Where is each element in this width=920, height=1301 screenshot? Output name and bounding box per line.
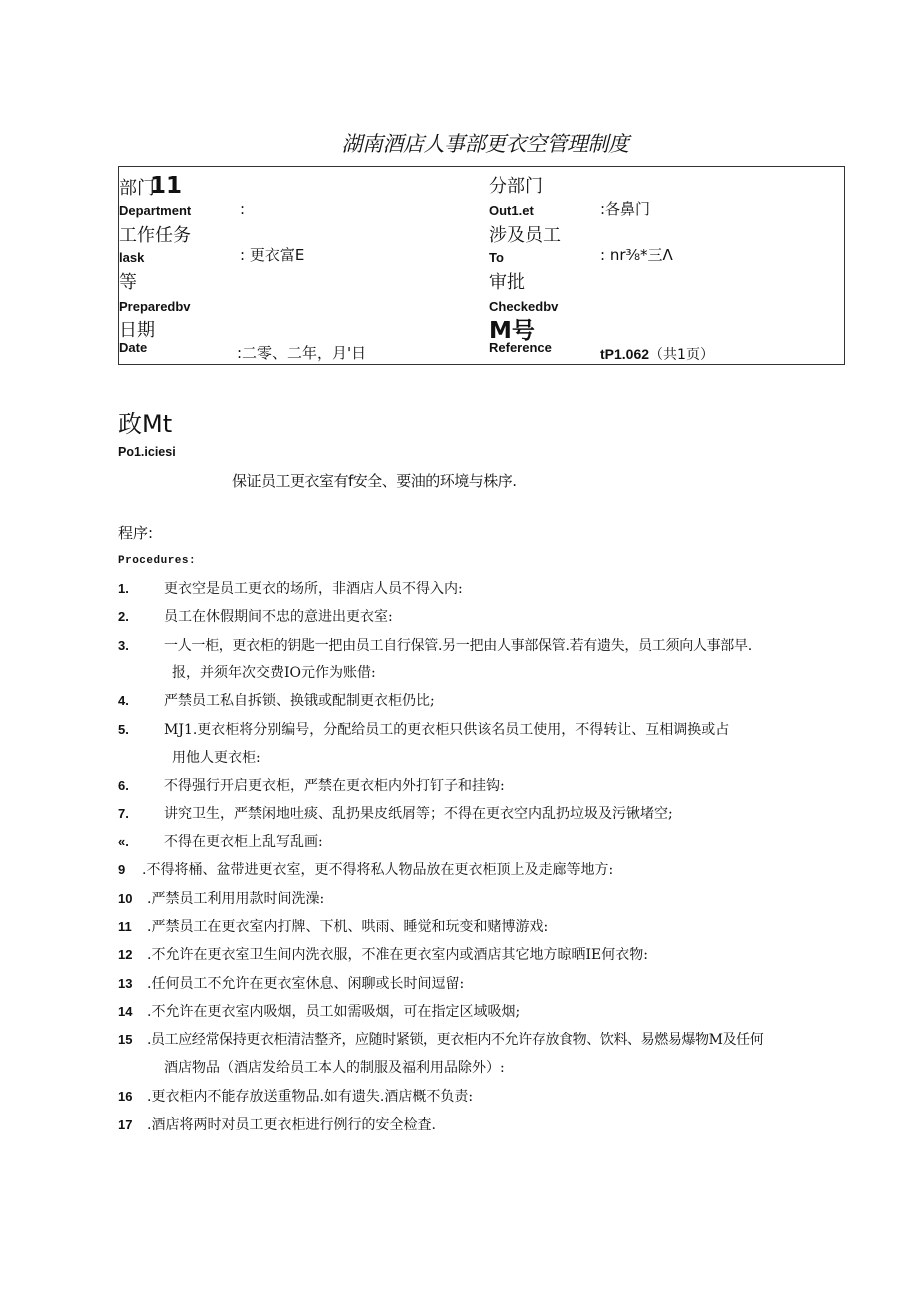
procedure-line: .酒店将两时对员工更衣柜进行例行的安全检査. (147, 1117, 436, 1133)
checked-label-zh: 审批 (489, 272, 525, 293)
task-value: : 更衣富E (240, 246, 305, 264)
department-value: : (240, 200, 246, 218)
procedures-heading-en: Procedures: (118, 555, 197, 567)
prepared-label-zh: 等 (119, 272, 137, 293)
department-label-en: Department (119, 203, 192, 218)
procedure-number: 13 (118, 976, 133, 991)
procedure-number: 9 (118, 862, 126, 877)
reference-pages: （共1页） (649, 347, 714, 363)
procedures-heading-zh: 程序: (118, 524, 154, 542)
procedure-number: 6. (118, 778, 129, 793)
to-label-zh: 涉及员工 (489, 225, 561, 246)
procedure-number: 4. (118, 693, 129, 708)
procedure-number: «. (118, 834, 129, 849)
date-label-en: Date (119, 340, 148, 355)
procedure-number: 15 (118, 1032, 133, 1047)
reference-label-zh: M号 (489, 318, 535, 344)
policy-heading-en: Po1.iciesi (118, 445, 176, 459)
prepared-label-en: Preparedbv (119, 299, 191, 314)
department-label-zh: 部门 (119, 178, 155, 199)
procedure-line: MJ1.更衣柜将分别编号，分配给员工的更衣柜只供该名员工使用，不得转让、互相调换或占 (164, 722, 730, 738)
date-value: :二零、二年，月'日 (237, 344, 367, 362)
policy-heading-zh: 政Mt (118, 410, 173, 438)
reference-value (600, 344, 714, 364)
procedure-line: .严禁员工利用用款时间洗澡: (147, 891, 325, 907)
procedure-line: 一人一柜，更衣柜的钥匙一把由员工自行保管.另一把由人事部保管.若有遗失，员工须向人事部早. (164, 638, 752, 654)
procedure-line: 员工在休假期间不忠的意进出更衣室: (164, 609, 393, 625)
procedure-number: 7. (118, 806, 129, 821)
date-label-zh: 日期 (119, 320, 155, 341)
procedure-line: .不允许在更衣室卫生间内洗衣服，不准在更衣室内或酒店其它地方晾晒IE何衣物: (147, 947, 648, 963)
procedure-number: 5. (118, 722, 129, 737)
procedure-line: 不得在更衣柜上乱写乱画: (164, 834, 323, 850)
procedure-line: 报，并须年次交费IO元作为账借: (172, 665, 376, 681)
procedure-line: .严禁员工在更衣室内打牌、下机、哄雨、睡觉和玩变和赌博游戏: (147, 919, 549, 935)
procedure-number: 17 (118, 1117, 133, 1132)
to-value: : nr⅜*三Λ (600, 246, 673, 264)
procedure-number: 10 (118, 891, 133, 906)
procedure-number: 16 (118, 1089, 133, 1104)
to-label-en: To (489, 250, 504, 265)
department-number: 11 (150, 173, 183, 199)
procedure-line: .不允许在更衣室内吸烟，员工如需吸烟，可在指定区域吸烟; (147, 1004, 521, 1020)
reference-label-en: Reference (489, 340, 552, 355)
procedure-line: .员工应经常保持更衣柜清洁整齐，应随时紧锁，更衣柜内不允许存放食物、饮料、易燃易爆物M及任何 (147, 1032, 764, 1048)
policy-text: 保证员工更衣室有f安全、要油的环境与株序. (232, 472, 517, 490)
procedure-line: 不得强行开启更衣柜，严禁在更衣柜内外打钉子和挂钩: (164, 778, 505, 794)
procedure-number: 2. (118, 609, 129, 624)
procedure-number: 12 (118, 947, 133, 962)
procedure-line: 讲究卫生，严禁闲地吐痰、乱扔果皮纸屑等；不得在更衣空内乱扔垃圾及污锹堵空; (164, 806, 673, 822)
reference-code: tP1.062 (600, 346, 650, 362)
procedure-number: 14 (118, 1004, 133, 1019)
procedure-line: .不得将桶、盆带进更衣室，更不得将私人物品放在更衣柜顶上及走廊等地方: (142, 862, 614, 878)
checked-label-en: Checkedbv (489, 299, 559, 314)
task-label-en: lask (119, 250, 145, 265)
outlet-value: :各鼻门 (600, 200, 651, 218)
procedure-line: .更衣柜内不能存放送重物品.如有遗失.酒店概不负责: (147, 1089, 474, 1105)
procedure-line: 用他人更衣柜: (172, 750, 261, 766)
document-title: 湖南酒店人事部更衣空管理制度 (341, 132, 629, 156)
procedure-line: 严禁员工私自拆锁、换锇或配制更衣柜仍比; (164, 693, 435, 709)
header-table (118, 166, 845, 365)
procedure-line: 更衣空是员工更衣的场所，非酒店人员不得入内: (164, 581, 463, 597)
task-label-zh: 工作任务 (119, 225, 191, 246)
procedure-line: 酒店物品（酒店发给员工本人的制服及福利用品除外）: (164, 1060, 505, 1076)
outlet-label-en: Out1.et (489, 203, 534, 218)
procedure-line: .任何员工不允许在更衣室休息、闲聊或长时间逗留: (147, 976, 465, 992)
outlet-label-zh: 分部门 (489, 176, 543, 197)
procedure-number: 1. (118, 581, 129, 596)
procedure-number: 11 (118, 919, 132, 934)
procedure-number: 3. (118, 638, 129, 653)
